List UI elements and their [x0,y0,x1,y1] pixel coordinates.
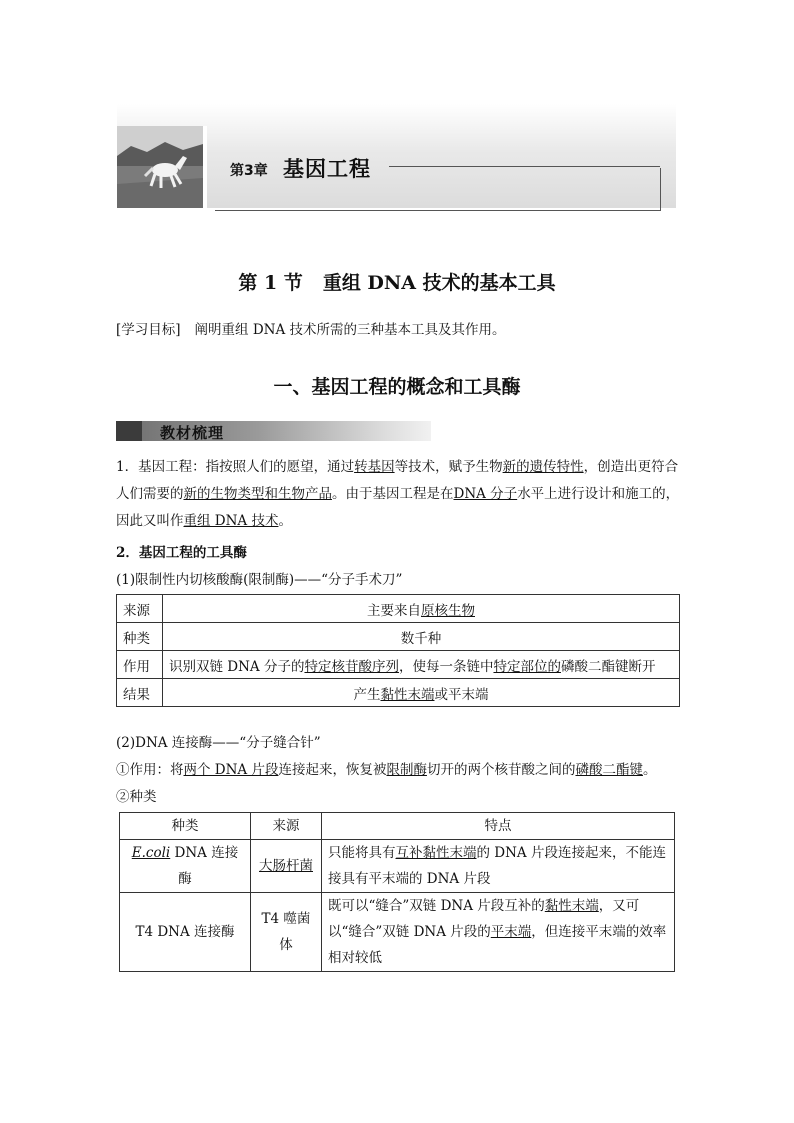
blank-answer: 磷酸二酯键 [575,762,643,778]
text: 或平末端 [434,686,489,703]
blank-answer: 黏性末端 [380,686,435,703]
text: 连接起来，恢复被 [278,762,387,778]
paragraph-definition [116,454,682,535]
text: 既可以“缝合”双链 DNA 片段互补的 [328,898,545,914]
text: 主要来自 [367,602,421,619]
text: ①作用：将 [116,762,184,778]
column-header: 来源 [251,813,322,840]
table-row [117,595,680,623]
table-row [117,679,680,707]
text: 产生 [353,686,381,703]
ligase-function [116,758,656,778]
row-label: 作用 [117,651,163,679]
text: ，创造出更符合人们需要的 [116,459,679,502]
text: 只能将具有 [328,845,396,861]
row-label: 种类 [117,623,163,651]
text: 切开的两个核苷酸之间的 [426,762,576,778]
text: 的 DNA 片段连接起来，不能连接具有平末端的 DNA 片段 [328,845,666,887]
ligase-source: T4 噬菌体 [251,893,322,972]
row-value [163,651,680,679]
row-value: 数千种 [163,623,680,651]
section-title [0,268,794,295]
chapter-number: 第3章 [230,163,268,179]
photo-separator [203,126,207,208]
objective-tag: [学习目标] [116,322,181,338]
blank-answer: DNA 分子 [453,486,518,502]
textbook-review-bar [116,421,431,441]
column-header: 特点 [322,813,675,840]
section-number: 第 1 节 [238,272,303,294]
ligase-table [119,812,675,972]
blank-answer: 限制酶 [386,762,427,778]
text: 磷酸二酯键 [560,658,629,675]
subheading-restriction-enzyme: (1)限制性内切核酸酶(限制酶)——“分子手术刀” [116,572,403,588]
chapter-frame [215,168,661,211]
table-row [120,893,675,972]
column-header: 种类 [120,813,251,840]
text: ，又可以“缝合”双链 DNA 片段的 [328,898,640,940]
ligase-feature [322,893,675,972]
horse-photo [117,126,203,208]
subheading-tool-enzymes: 2．基因工程的工具酶 [116,545,247,561]
ligase-feature [322,840,675,893]
text: 。由于基因工程是在 [332,486,454,502]
ligase-source [251,840,322,893]
learning-objective [116,318,506,338]
subheading-ligase: (2)DNA 连接酶——“分子缝合针” [116,735,321,751]
blank-answer: 两个 DNA 片段 [183,762,279,778]
text: 1．基因工程：指按照人们的愿望，通过 [116,459,355,475]
heading-concept-and-enzymes: 一、基因工程的概念和工具酶 [273,376,521,398]
objective-text: 阐明重组 DNA 技术所需的三种基本工具及其作用。 [194,322,506,338]
restriction-enzyme-table [116,594,680,707]
table-row [117,651,680,679]
text: ，但连接平末端的效率相对较低 [328,924,667,966]
blank-answer: 原核生物 [421,602,475,619]
blank-answer: 互补黏性末端 [395,845,477,861]
ligase-kinds-label: ②种类 [116,789,157,805]
text: DNA 连接酶 [170,845,239,887]
row-label: 结果 [117,679,163,707]
blank-answer: 转基因 [354,459,395,475]
text: 。 [642,762,657,778]
text: 断开 [628,658,656,675]
blank-answer: 黏性末端 [544,898,599,914]
text: ，使每一条链中 [398,658,494,675]
blank-answer: 新的生物类型和生物产品 [183,486,332,502]
bar-accent [116,421,142,441]
blank-answer: 重组 DNA 技术 [183,513,279,529]
table-row [120,840,675,893]
blank-answer: E.coli [131,845,171,861]
chapter-title: 基因工程 [283,157,371,181]
text: 识别双链 DNA 分子的 [169,658,305,675]
blank-answer: 大肠杆菌 [259,858,313,874]
bar-label: 教材梳理 [160,424,225,442]
row-label: 来源 [117,595,163,623]
ligase-kind: T4 DNA 连接酶 [120,893,251,972]
text: 。 [278,513,292,529]
section-name: 重组 DNA 技术的基本工具 [322,272,556,294]
table-row [117,623,680,651]
blank-answer: 特定部位的 [493,658,561,675]
row-value [163,595,680,623]
blank-answer: 平末端 [490,924,532,940]
chapter-rule [389,166,660,167]
text: 等技术，赋予生物 [394,459,503,475]
blank-answer: 特定核苷酸序列 [304,658,399,675]
ligase-kind [120,840,251,893]
text: 水平上进行设计和施工的，因此又叫作 [116,486,680,529]
blank-answer: 新的遗传特性 [502,459,584,475]
table-header-row [120,813,675,840]
chapter-banner [117,104,676,208]
row-value [163,679,680,707]
